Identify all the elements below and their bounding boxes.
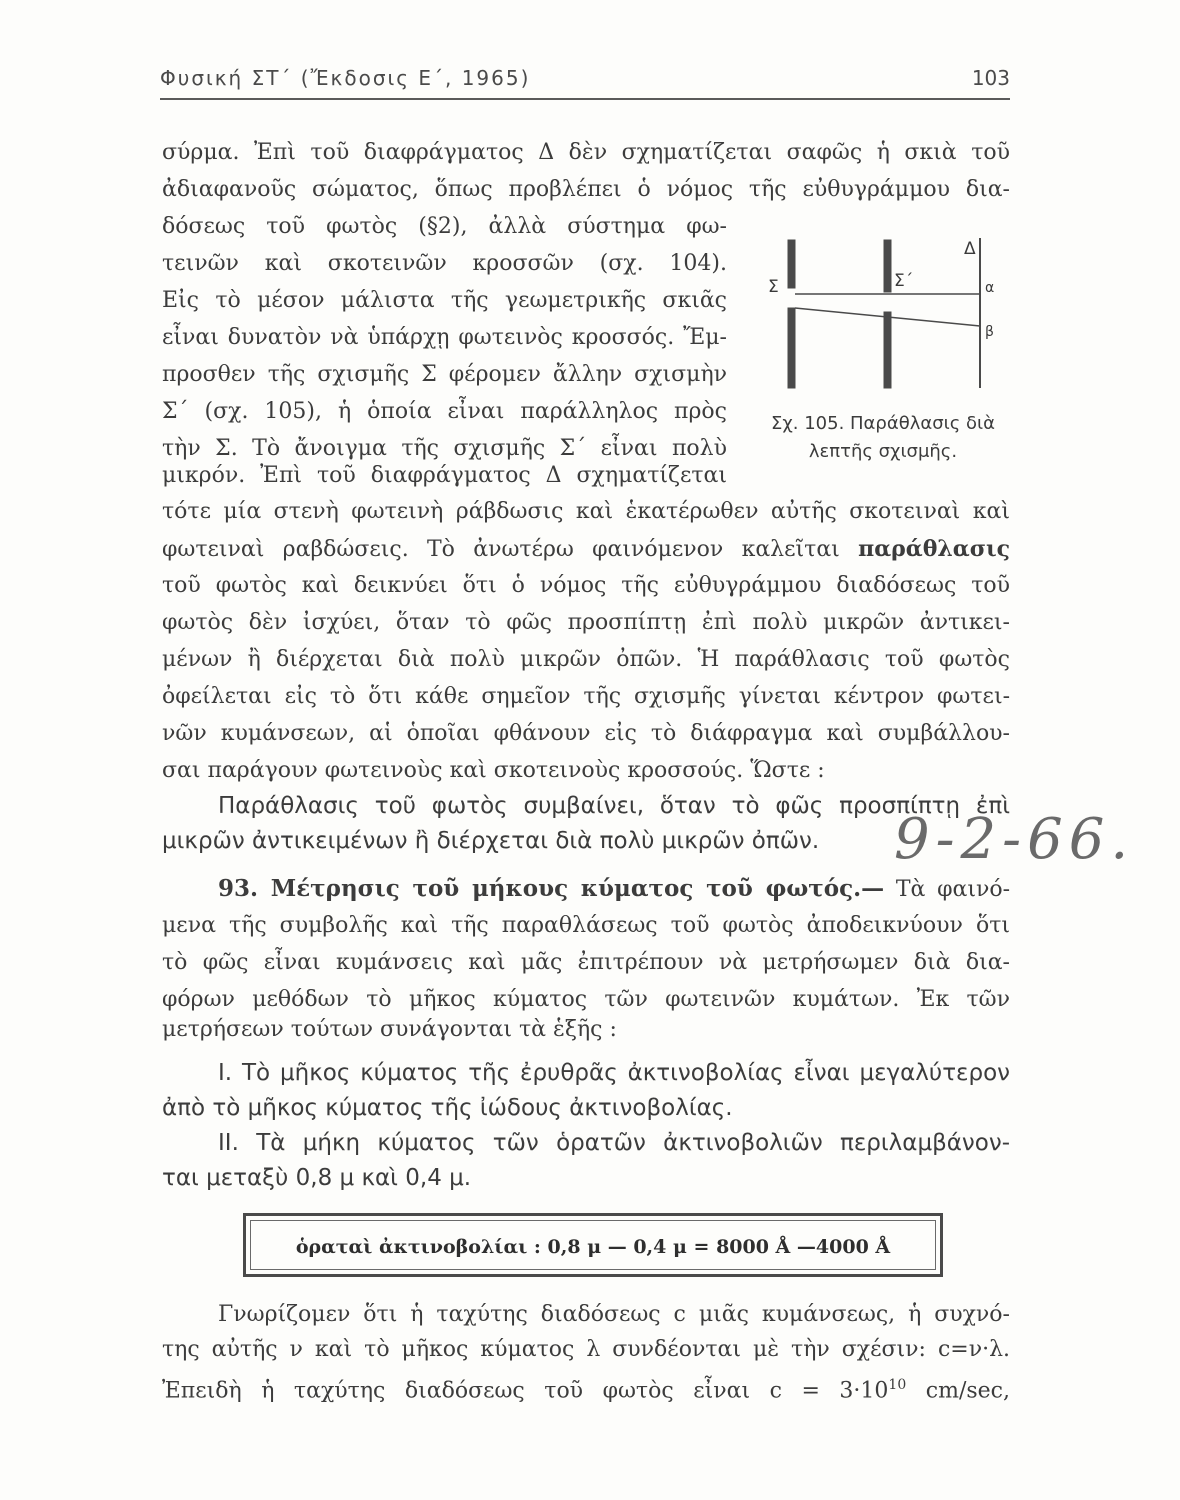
label-slit-s2: Σ΄ <box>894 271 914 291</box>
statement-line: ται μεταξὺ 0,8 μ καὶ 0,4 μ. <box>162 1165 472 1191</box>
caption-line: Σχ. 105. Παράθλασις διὰ <box>771 413 995 434</box>
diffraction-diagram <box>760 228 1020 398</box>
body-line: ὀφείλεται εἰς τὸ ὅτι κάθε σημεῖον τῆς σχισμῆς γίνεται κέντρον φωτει- <box>162 684 1010 709</box>
body-line: φωτὸς δὲν ἰσχύει, ὅταν τὸ φῶς προσπίπτῃ ἐπὶ πολὺ μικρῶν ἀντικει- <box>162 610 1010 635</box>
body-line-with-formula <box>162 1370 1010 1406</box>
body-line: μικρόν. Ἐπὶ τοῦ διαφράγματος Δ σχηματίζεται <box>162 463 727 488</box>
section-first-line-rest: Τὰ φαινό- <box>895 877 1011 902</box>
body-line: τὴν Σ. Τὸ ἄνοιγμα τῆς σχισμῆς Σ΄ εἶναι πολὺ <box>162 436 727 461</box>
body-line: τὸ φῶς εἶναι κυμάνσεις καὶ μᾶς ἐπιτρέπουν νὰ μετρήσωμεν διὰ δια- <box>162 950 1010 975</box>
final-line-text: Ἐπειδὴ ἡ ταχύτης διαδόσεως τοῦ φωτὸς εἶναι c = 3·10 <box>162 1378 889 1404</box>
caption-line: λεπτῆς σχισμῆς. <box>808 441 958 462</box>
section-first-line <box>218 874 1010 905</box>
label-slit-s: Σ <box>768 277 779 297</box>
body-line: τότε μία στενὴ φωτεινὴ ράβδωσις καὶ ἑκατέρωθεν αὐτῆς σκοτειναὶ καὶ <box>162 499 1010 524</box>
slit-s2-lower <box>884 312 891 388</box>
page-number: 103 <box>971 66 1010 90</box>
body-line: Γνωρίζομεν ὅτι ἡ ταχύτης διαδόσεως c μιᾶς κυμάνσεως, ἡ συχνό- <box>218 1302 1010 1327</box>
body-line: σαι παράγουν φωτεινοὺς καὶ σκοτεινοὺς κροσσούς. Ὥστε : <box>162 758 825 783</box>
body-line: εἶναι δυνατὸν νὰ ὑπάρχῃ φωτεινὸς κροσσός. Ἔμ- <box>162 325 727 350</box>
label-screen-d: Δ <box>964 239 976 259</box>
body-line: δόσεως τοῦ φωτὸς (§2), ἀλλὰ σύστημα φω- <box>162 214 727 239</box>
figure-caption <box>748 410 1018 466</box>
body-line: μετρήσεων τούτων συνάγονται τὰ ἑξῆς : <box>162 1017 617 1042</box>
body-line: τοῦ φωτὸς καὶ δεικνύει ὅτι ὁ νόμος τῆς εὐθυγράμμου διαδόσεως τοῦ <box>162 573 1010 598</box>
exponent: 10 <box>888 1377 907 1393</box>
unit-text: cm/sec, <box>906 1378 1010 1404</box>
label-b: β <box>985 324 994 340</box>
body-line: της αὐτῆς ν καὶ τὸ μῆκος κύματος λ συνδέονται μὲ τὴν σχέσιν: c=ν·λ. <box>162 1337 1010 1362</box>
rule-line: Παράθλασις τοῦ φωτὸς συμβαίνει, ὅταν τὸ φῶς προσπίπτῃ ἐπὶ <box>218 793 1010 819</box>
slit-s-upper <box>788 240 795 288</box>
body-line: σύρμα. Ἐπὶ τοῦ διαφράγματος Δ δὲν σχηματίζεται σαφῶς ἡ σκιὰ τοῦ <box>162 140 1010 165</box>
body-line-with-term <box>162 534 1010 565</box>
body-line: νῶν κυμάνσεων, αἱ ὁποῖαι φθάνουν εἰς τὸ διάφραγμα καὶ συμβάλλου- <box>162 721 1010 746</box>
handwritten-date <box>888 800 1158 880</box>
body-line: φόρων μεθόδων τὸ μῆκος κύματος τῶν φωτεινῶν κυμάτων. Ἐκ τῶν <box>162 987 1010 1012</box>
label-a: α <box>985 280 995 296</box>
running-header <box>160 64 1010 100</box>
header-title: Φυσική ΣΤ΄ (Ἔκδοσις Ε΄, 1965) <box>160 66 531 90</box>
body-line: προσθεν τῆς σχισμῆς Σ φέρομεν ἄλλην σχισμὴν <box>162 362 727 387</box>
rule-line: μικρῶν ἀντικειμένων ἢ διέρχεται διὰ πολὺ μικρῶν ὀπῶν. <box>162 828 820 854</box>
statement-line: I. Τὸ μῆκος κύματος τῆς ἐρυθρᾶς ἀκτινοβολίας εἶναι μεγαλύτερον <box>218 1060 1010 1086</box>
body-line: μενα τῆς συμβολῆς καὶ τῆς παραθλάσεως τοῦ φωτὸς ἀποδεικνύουν ὅτι <box>162 913 1010 938</box>
handwritten-date-text: 9-2-66. <box>894 807 1135 872</box>
boxed-formula-text: ὁραταὶ ἀκτινοβολίαι : 0,8 μ — 0,4 μ = 8000 Å —4000 Å <box>250 1220 936 1270</box>
boxed-formula <box>243 1213 943 1277</box>
statement-line: II. Τὰ μήκη κύματος τῶν ὁρατῶν ἀκτινοβολιῶν περιλαμβάνον- <box>218 1130 1010 1156</box>
term-line-before: φωτειναὶ ραβδώσεις. Τὸ ἀνωτέρω φαινόμενον καλεῖται <box>162 537 840 562</box>
section-heading: 93. Μέτρησις τοῦ μήκους κύματος τοῦ φωτός.— <box>218 875 885 902</box>
body-line: Σ΄ (σχ. 105), ἡ ὁποία εἶναι παράλληλος πρὸς <box>162 399 727 424</box>
body-line: τεινῶν καὶ σκοτεινῶν κροσσῶν (σχ. 104). <box>162 251 727 276</box>
slit-s2-upper <box>884 240 891 292</box>
body-line: μένων ἢ διέρχεται διὰ πολὺ μικρῶν ὀπῶν. Ἡ παράθλασις τοῦ φωτὸς <box>162 647 1010 672</box>
statement-line: ἀπὸ τὸ μῆκος κύματος τῆς ἰώδους ἀκτινοβολίας. <box>162 1095 733 1121</box>
body-line: Εἰς τὸ μέσον μάλιστα τῆς γεωμετρικῆς σκιᾶς <box>162 288 727 313</box>
body-line: ἀδιαφανοῦς σώματος, ὅπως προβλέπει ὁ νόμος τῆς εὐθυγράμμου δια- <box>162 177 1010 202</box>
bold-term: παράθλασις <box>858 536 1010 562</box>
slit-s-lower <box>788 308 795 388</box>
